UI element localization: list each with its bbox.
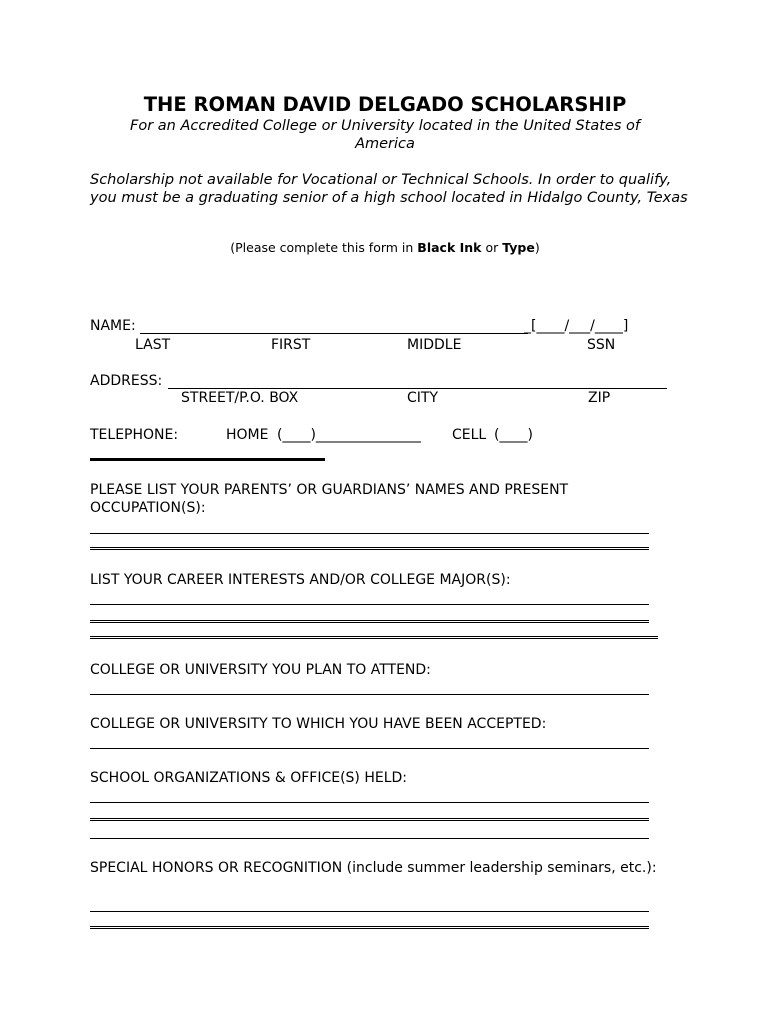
parents-answer-line-1[interactable] [90,533,649,534]
question-organizations: SCHOOL ORGANIZATIONS & OFFICE(S) HELD: [90,770,408,786]
ink-instruction [0,240,770,255]
instruction-suffix: ) [534,240,540,255]
career-answer-line-1[interactable] [90,604,649,605]
question-honors: SPECIAL HONORS OR RECOGNITION (include summer leadership seminars, etc.): [90,860,657,876]
eligibility-notice: Scholarship not available for Vocational or Technical Schools. In order to qualify, you must be a graduating senior of a high school located in Hidalgo County, Texas [90,172,688,206]
question-attend: COLLEGE OR UNIVERSITY YOU PLAN TO ATTEND: [90,662,431,678]
instruction-prefix: (Please complete this form in [230,240,418,255]
form-subtitle: For an Accredited College or University located in the United States of America [130,118,640,152]
name-label: NAME: [90,318,136,334]
cell-phone-field[interactable]: (____) [494,427,533,443]
telephone-label: TELEPHONE: [90,427,179,443]
parents-answer-line-2[interactable] [90,547,649,550]
address-label: ADDRESS: [90,373,163,389]
sub-label-zip: ZIP [588,390,611,406]
question-career: LIST YOUR CAREER INTERESTS AND/OR COLLEGE MAJOR(S): [90,572,511,588]
organizations-answer-line-2[interactable] [90,818,649,821]
home-label: HOME [226,427,269,443]
name-field-line[interactable] [140,333,528,334]
sub-label-ssn: SSN [587,337,616,353]
ssn-field[interactable]: _[____/___/____] [524,318,629,334]
organizations-answer-line-1[interactable] [90,802,649,803]
sub-label-city: CITY [407,390,439,406]
cell-label: CELL [452,427,487,443]
career-answer-line-3[interactable] [90,636,658,639]
question-parents: PLEASE LIST YOUR PARENTS’ OR GUARDIANS’ NAMES AND PRESENT OCCUPATION(S): [90,482,569,516]
sub-label-street: STREET/P.O. BOX [181,390,299,406]
instruction-mid: or [481,240,503,255]
instruction-black-ink: Black Ink [417,240,482,255]
sub-label-first: FIRST [271,337,311,353]
instruction-type: Type [502,240,535,255]
attend-answer-line[interactable] [90,694,649,695]
honors-answer-line-1[interactable] [90,911,649,912]
address-field-line[interactable] [168,388,667,389]
accepted-answer-line[interactable] [90,748,649,749]
career-answer-line-2[interactable] [90,620,649,623]
home-phone-field[interactable]: (____)_______________ [277,427,421,443]
form-title: THE ROMAN DAVID DELGADO SCHOLARSHIP [143,93,627,116]
question-accepted: COLLEGE OR UNIVERSITY TO WHICH YOU HAVE BEEN ACCEPTED: [90,716,547,732]
honors-answer-line-2[interactable] [90,926,649,929]
sub-label-last: LAST [135,337,171,353]
organizations-answer-line-3[interactable] [90,838,649,839]
cell-phone-continuation-line[interactable] [90,458,325,461]
sub-label-middle: MIDDLE [407,337,462,353]
